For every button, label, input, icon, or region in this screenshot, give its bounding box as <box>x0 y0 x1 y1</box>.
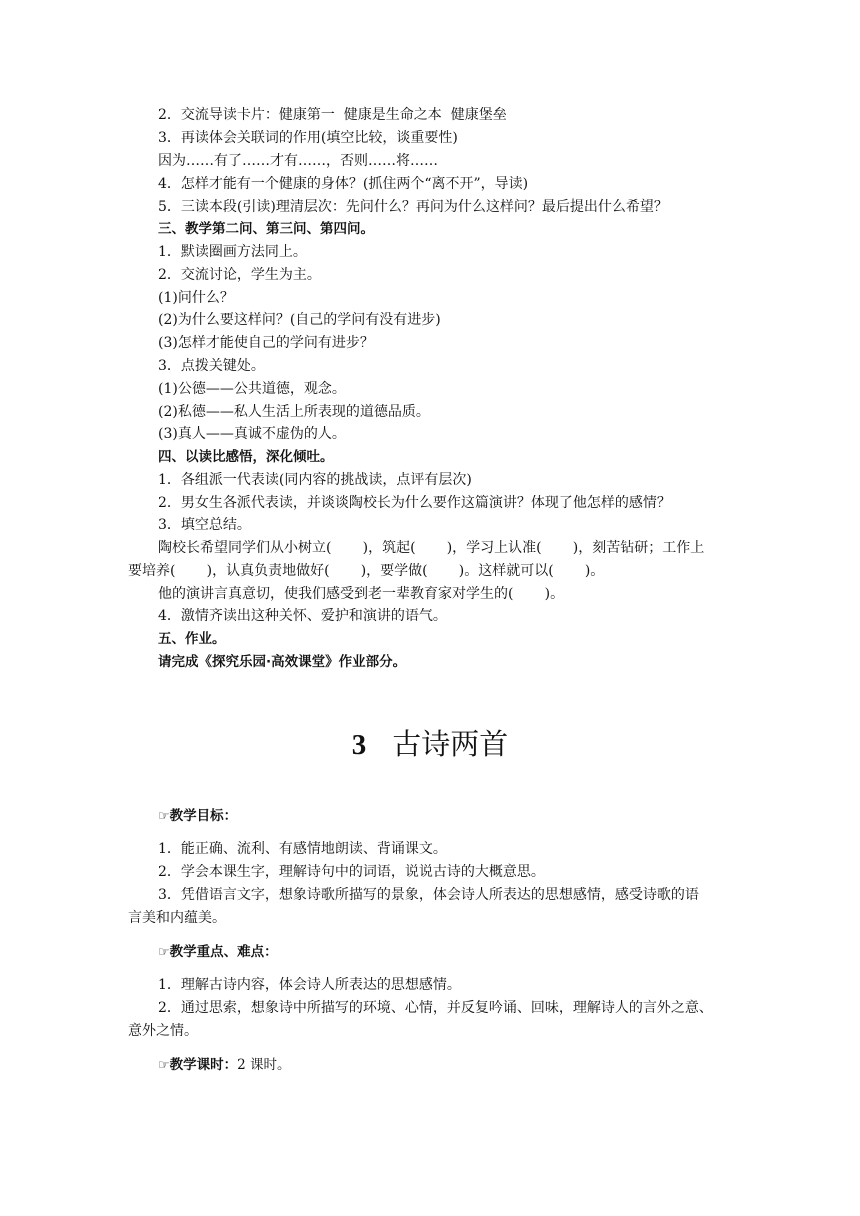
hours-line: ☞教学课时：2 课时。 <box>158 1057 291 1073</box>
section-heading: 四、以读比感悟，深化倾吐。 <box>158 449 334 465</box>
text-line: 1．各组派一代表读(同内容的挑战读，点评有层次) <box>158 472 472 488</box>
keypoint-item: 意外之情。 <box>128 1023 198 1039</box>
text-line: 2．交流导读卡片：健康第一 健康是生命之本 健康堡垒 <box>158 107 507 123</box>
text-line: 3．点拨关键处。 <box>158 358 265 374</box>
hours-value: 2 课时。 <box>237 1057 291 1073</box>
text-line: 因为……有了……才有……，否则……将…… <box>158 153 438 169</box>
text-line: 5．三读本段(引读)理清层次：先问什么？再问为什么这样问？最后提出什么希望？ <box>158 199 668 215</box>
homework-line: 请完成《探究乐园·高效课堂》作业部分。 <box>158 654 407 670</box>
text-line: (1)问什么？ <box>158 290 234 306</box>
objective-item: 1．能正确、流利、有感情地朗读、背诵课文。 <box>158 841 447 857</box>
text-line: (3)真人——真诚不虚伪的人。 <box>158 426 346 442</box>
text-line: 3．再读体会关联词的作用(填空比较，谈重要性) <box>158 130 458 146</box>
text-line: 1．默读圈画方法同上。 <box>158 244 307 260</box>
text-line: (3)怎样才能使自己的学问有进步？ <box>158 335 374 351</box>
text-line: 4．怎样才能有一个健康的身体？(抓住两个“离不开”，导读) <box>158 176 529 192</box>
pointing-hand-icon: ☞ <box>158 945 170 960</box>
keypoint-item: 2．通过思索，想象诗中所描写的环境、心情，并反复吟诵、回味，理解诗人的言外之意、 <box>158 1000 713 1016</box>
text-line: 4．激情齐读出这种关怀、爱护和演讲的语气。 <box>158 608 447 624</box>
keypoints-label: ☞教学重点、难点： <box>158 944 278 960</box>
objective-item: 言美和内蕴美。 <box>128 910 226 926</box>
pointing-hand-icon: ☞ <box>158 809 170 824</box>
lesson-number: 3 <box>351 729 367 761</box>
fill-in-paragraph: 陶校长希望同学们从小树立( )，筑起( )，学习上认准( )，刻苦钻研；工作上 <box>158 540 705 556</box>
text-line: 3．填空总结。 <box>158 517 251 533</box>
section-heading: 三、教学第二问、第三问、第四问。 <box>158 221 374 237</box>
text-line: (1)公德——公共道德，观念。 <box>158 381 346 397</box>
fill-in-paragraph: 要培养( )，认真负责地做好( )，要学做( )。这样就可以( )。 <box>128 563 605 579</box>
lesson-title <box>0 726 860 763</box>
text-line: 2．男女生各派代表读，并谈谈陶校长为什么要作这篇演讲？体现了他怎样的感情？ <box>158 495 671 511</box>
keypoint-item: 1．理解古诗内容，体会诗人所表达的思想感情。 <box>158 977 461 993</box>
lesson-title-text: 古诗两首 <box>392 727 509 761</box>
text-line: (2)私德——私人生活上所表现的道德品质。 <box>158 404 430 420</box>
text-line: 2．交流讨论，学生为主。 <box>158 267 321 283</box>
objective-item: 3．凭借语言文字，想象诗歌所描写的景象，体会诗人所表达的思想感情，感受诗歌的语 <box>158 887 699 903</box>
text-line: (2)为什么要这样问？(自己的学问有没有进步) <box>158 312 441 328</box>
section-heading: 五、作业。 <box>158 631 226 647</box>
pointing-hand-icon: ☞ <box>158 1058 170 1073</box>
fill-in-paragraph: 他的演讲言真意切，使我们感受到老一辈教育家对学生的( )。 <box>158 586 565 602</box>
objectives-label: ☞教学目标： <box>158 808 238 824</box>
objective-item: 2．学会本课生字，理解诗句中的词语，说说古诗的大概意思。 <box>158 864 545 880</box>
